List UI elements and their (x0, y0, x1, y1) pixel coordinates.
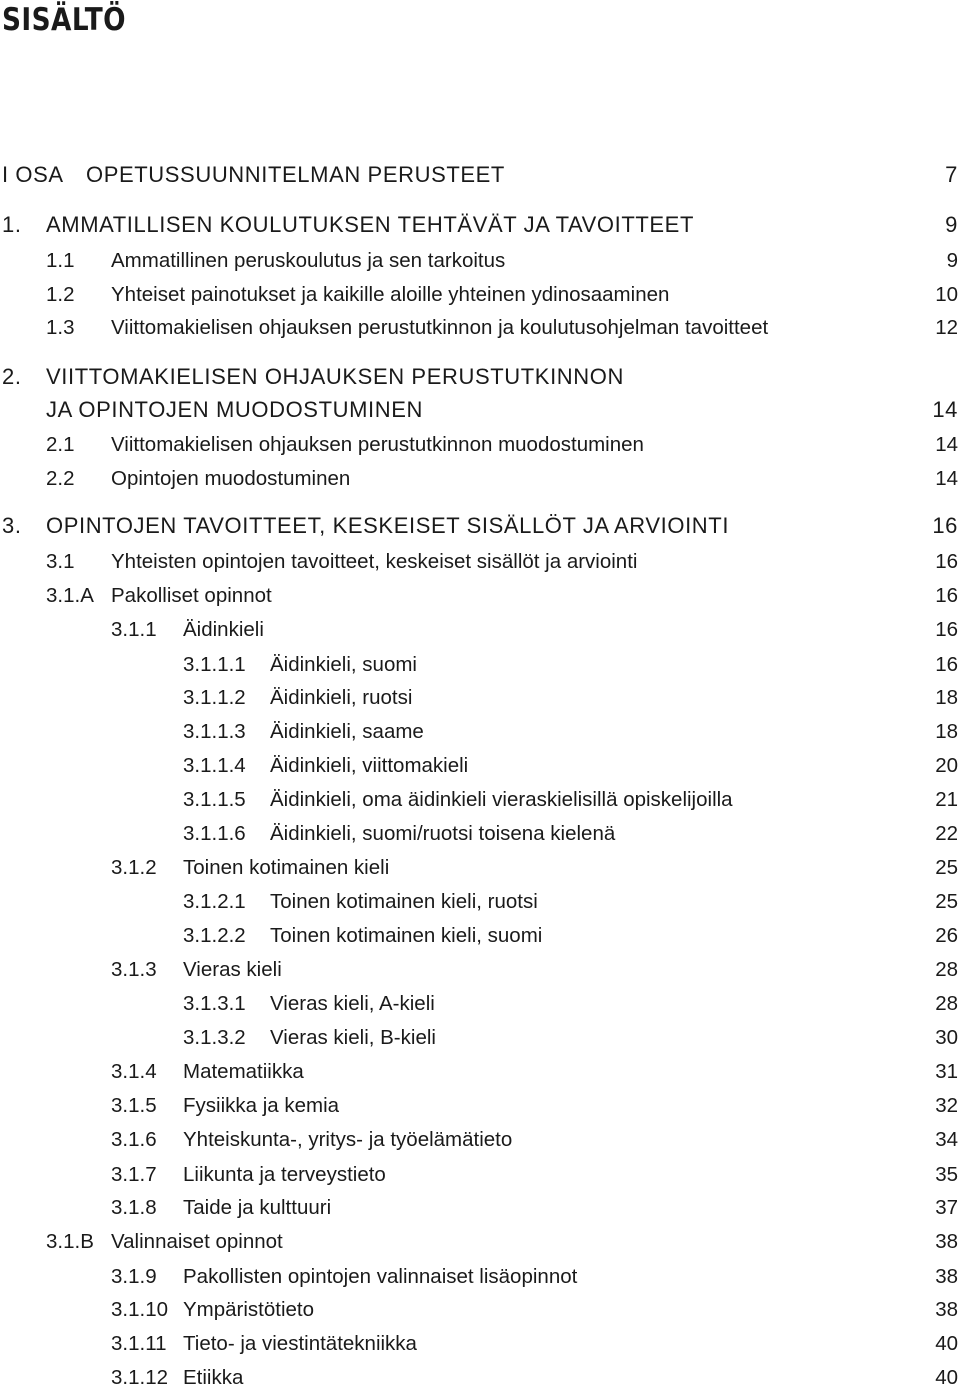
toc-entry-number: 3.1.12 (111, 1366, 168, 1389)
toc-entry-page: 16 (932, 513, 958, 538)
toc-entry-number: 2.1 (46, 433, 75, 456)
toc-entry-page: 7 (945, 162, 958, 187)
toc-entry-number: 3.1.A (46, 584, 94, 607)
toc-entry-page: 38 (935, 1230, 958, 1253)
toc-entry-page: 14 (935, 467, 958, 490)
toc-entry (0, 784, 958, 816)
toc-heading (0, 394, 958, 426)
toc-entry-title: Ympäristötieto (183, 1298, 315, 1321)
toc-entry-page: 32 (935, 1094, 958, 1117)
toc-entry-number: I OSA (2, 162, 64, 187)
toc-entry-number: 3.1.11 (111, 1332, 167, 1355)
toc-entry (0, 1124, 958, 1156)
toc-entry (0, 312, 958, 344)
toc-entry-number: 3.1.B (46, 1230, 94, 1253)
toc-entry-page: 40 (935, 1332, 958, 1355)
toc-entry-number: 3.1 (46, 550, 75, 573)
toc-entry-number: 3. (2, 513, 22, 538)
toc-entry-page: 25 (935, 856, 958, 879)
toc-entry-page: 38 (935, 1298, 958, 1321)
toc-entry-page: 35 (935, 1163, 958, 1186)
toc-entry-number: 3.1.5 (111, 1094, 157, 1117)
toc-entry-page: 38 (935, 1265, 958, 1288)
page-title: SISÄLTÖ (2, 2, 126, 38)
toc-entry (0, 954, 958, 986)
toc-heading (0, 510, 958, 542)
toc-entry-title: Etiikka (183, 1366, 244, 1389)
toc-entry-number: 3.1.1.3 (183, 720, 246, 743)
toc-heading (0, 159, 958, 191)
toc-entry-title: Yhteisten opintojen tavoitteet, keskeiset sisällöt ja arviointi (111, 550, 638, 573)
toc-entry-page: 9 (945, 212, 958, 237)
toc-entry (0, 614, 958, 646)
toc-entry-title: Matematiikka (183, 1060, 304, 1083)
toc-entry-number: 3.1.10 (111, 1298, 168, 1321)
toc-entry-number: 3.1.6 (111, 1128, 157, 1151)
toc-entry-title: Äidinkieli, ruotsi (270, 686, 413, 709)
toc-entry-number: 3.1.1.4 (183, 754, 246, 777)
toc-entry-page: 16 (935, 550, 958, 573)
toc-entry (0, 649, 958, 681)
toc-entry-page: 40 (935, 1366, 958, 1389)
toc-entry-title: Valinnaiset opinnot (111, 1230, 283, 1253)
toc-entry-page: 31 (935, 1060, 958, 1083)
toc-entry-page: 34 (935, 1128, 958, 1151)
toc-entry-title: Vieras kieli, B-kieli (270, 1026, 436, 1049)
toc-entry (0, 818, 958, 850)
toc-entry-number: 1.2 (46, 283, 75, 306)
toc-entry-number: 1.1 (46, 249, 75, 272)
toc-entry-page: 25 (935, 890, 958, 913)
toc-entry-page: 37 (935, 1196, 958, 1219)
toc-entry-number: 3.1.7 (111, 1163, 157, 1186)
toc-entry-page: 12 (935, 316, 958, 339)
toc-entry-title: Taide ja kulttuuri (183, 1196, 332, 1219)
toc-entry (0, 1022, 958, 1054)
toc-entry-title: Opintojen muodostuminen (111, 467, 351, 490)
toc-entry-title: Ammatillinen peruskoulutus ja sen tarkoitus (111, 249, 506, 272)
toc-entry (0, 716, 958, 748)
toc-entry (0, 1056, 958, 1088)
toc-entry-title: OPETUSSUUNNITELMAN PERUSTEET (86, 162, 505, 187)
toc-entry-title: Toinen kotimainen kieli (183, 856, 390, 879)
toc-heading (0, 209, 958, 241)
toc-entry (0, 245, 958, 277)
toc-entry-title: Pakollisten opintojen valinnaiset lisäopinnot (183, 1265, 578, 1288)
toc-entry (0, 682, 958, 714)
toc-entry (0, 886, 958, 918)
toc-entry-number: 3.1.1 (111, 618, 157, 641)
toc-entry-title: Äidinkieli, suomi/ruotsi toisena kielenä (270, 822, 616, 845)
toc-entry-title: Toinen kotimainen kieli, ruotsi (270, 890, 538, 913)
toc-entry-number: 2. (2, 364, 22, 389)
toc-entry-number: 3.1.1.1 (183, 653, 246, 676)
toc-entry-page: 21 (935, 788, 958, 811)
toc-entry-page: 18 (935, 720, 958, 743)
toc-entry (0, 429, 958, 461)
toc-entry-number: 3.1.2.1 (183, 890, 246, 913)
toc-entry-title: Liikunta ja terveystieto (183, 1163, 386, 1186)
toc-entry-page: 30 (935, 1026, 958, 1049)
toc-entry-title: Yhteiset painotukset ja kaikille aloille yhteinen ydinosaaminen (111, 283, 670, 306)
toc-entry (0, 1261, 958, 1293)
toc-entry-number: 3.1.4 (111, 1060, 157, 1083)
toc-entry-number: 3.1.3.2 (183, 1026, 246, 1049)
toc-entry (0, 1328, 958, 1360)
toc-entry-title: AMMATILLISEN KOULUTUKSEN TEHTÄVÄT JA TAVOITTEET (46, 212, 694, 237)
toc-entry-title: Viittomakielisen ohjauksen perustutkinnon muodostuminen (111, 433, 644, 456)
toc-entry-page: 28 (935, 992, 958, 1015)
toc-entry-page: 10 (935, 283, 958, 306)
toc-entry-page: 16 (935, 618, 958, 641)
toc-entry-page: 20 (935, 754, 958, 777)
toc-entry (0, 1090, 958, 1122)
toc-entry-title: Tieto- ja viestintätekniikka (183, 1332, 417, 1355)
toc-entry-title: Äidinkieli, oma äidinkieli vieraskielisillä opiskelijoilla (270, 788, 733, 811)
toc-entry-page: 18 (935, 686, 958, 709)
toc-entry (0, 1159, 958, 1191)
toc-entry-number: 3.1.1.5 (183, 788, 246, 811)
toc-entry-number: 3.1.1.2 (183, 686, 246, 709)
toc-entry-number: 3.1.3 (111, 958, 157, 981)
toc-entry (0, 1192, 958, 1224)
toc-entry-page: 16 (935, 584, 958, 607)
toc-entry-title: Äidinkieli, saame (270, 720, 424, 743)
toc-entry-title: Yhteiskunta-, yritys- ja työelämätieto (183, 1128, 513, 1151)
toc-entry (0, 463, 958, 495)
toc-entry-title: VIITTOMAKIELISEN OHJAUKSEN PERUSTUTKINNON (46, 364, 624, 389)
toc-entry-title: Toinen kotimainen kieli, suomi (270, 924, 543, 947)
toc-entry-number: 1.3 (46, 316, 75, 339)
toc-entry (0, 750, 958, 782)
toc-entry-number: 3.1.2.2 (183, 924, 246, 947)
toc-entry-title: Fysiikka ja kemia (183, 1094, 340, 1117)
toc-entry-page: 9 (946, 249, 958, 272)
toc-entry (0, 852, 958, 884)
toc-entry-number: 3.1.2 (111, 856, 157, 879)
toc-entry-title: Vieras kieli, A-kieli (270, 992, 435, 1015)
toc-entry-page: 22 (935, 822, 958, 845)
toc-entry-number: 1. (2, 212, 22, 237)
toc-entry-title: JA OPINTOJEN MUODOSTUMINEN (46, 397, 423, 422)
toc-entry-title: Vieras kieli (183, 958, 282, 981)
toc-entry (0, 1226, 958, 1258)
toc-entry (0, 546, 958, 578)
toc-entry-page: 28 (935, 958, 958, 981)
toc-entry-title: Äidinkieli, viittomakieli (270, 754, 469, 777)
toc-entry-number: 3.1.9 (111, 1265, 157, 1288)
toc-entry (0, 279, 958, 311)
toc-entry-page: 26 (935, 924, 958, 947)
toc-entry-title: Äidinkieli (183, 618, 264, 641)
toc-entry-number: 3.1.8 (111, 1196, 157, 1219)
toc-entry-page: 16 (935, 653, 958, 676)
toc-entry-title: OPINTOJEN TAVOITTEET, KESKEISET SISÄLLÖT JA ARVIOINTI (46, 513, 730, 538)
toc-entry (0, 1294, 958, 1326)
toc-entry (0, 920, 958, 952)
toc-entry-page: 14 (932, 397, 958, 422)
toc-heading (0, 361, 958, 393)
toc-entry-number: 2.2 (46, 467, 75, 490)
toc-entry (0, 988, 958, 1020)
toc-entry-page: 14 (935, 433, 958, 456)
toc-entry-number: 3.1.1.6 (183, 822, 246, 845)
toc-entry (0, 580, 958, 612)
toc-entry-title: Äidinkieli, suomi (270, 653, 417, 676)
toc-entry-title: Viittomakielisen ohjauksen perustutkinnon ja koulutusohjelman tavoitteet (111, 316, 769, 339)
toc-entry-title: Pakolliset opinnot (111, 584, 272, 607)
toc-entry-number: 3.1.3.1 (183, 992, 246, 1015)
toc-entry (0, 1362, 958, 1394)
